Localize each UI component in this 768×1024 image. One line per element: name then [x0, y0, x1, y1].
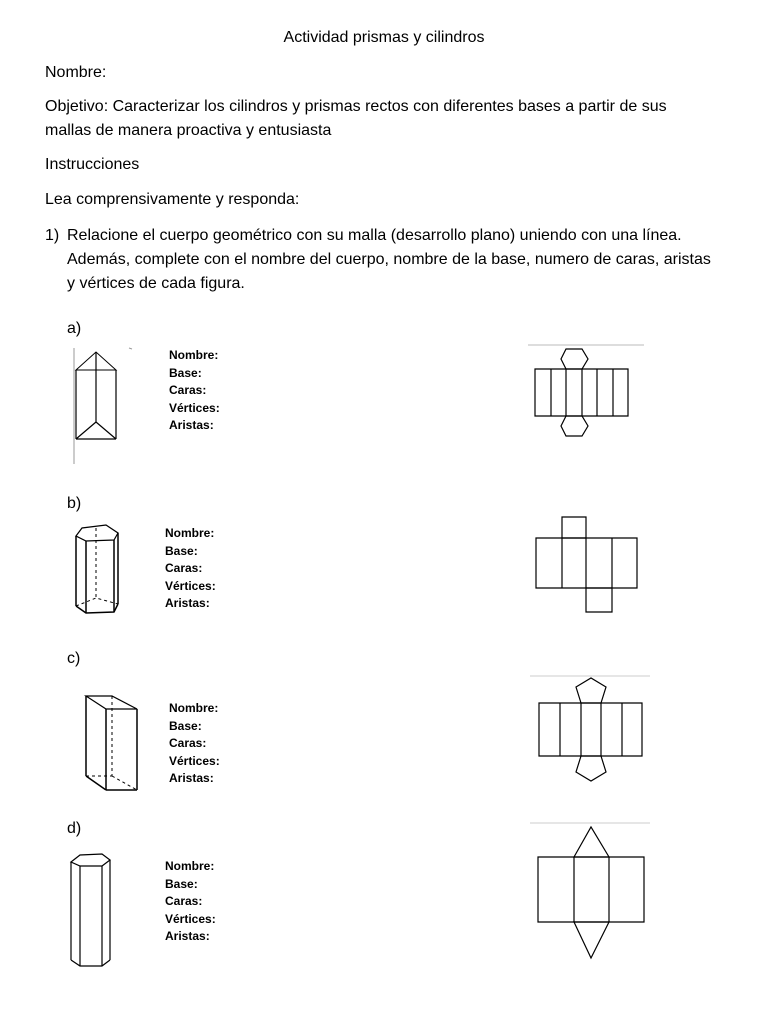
name-label: Nombre:	[45, 64, 107, 81]
field-base: Base:	[165, 543, 198, 558]
item-a-label: a)	[67, 320, 82, 337]
objective-line-2: mallas de manera proactiva y entusiasta	[45, 122, 332, 139]
field-base: Base:	[169, 718, 202, 733]
field-caras: Caras:	[165, 561, 203, 575]
question-number: 1)	[45, 227, 60, 244]
field-aristas: Aristas:	[169, 771, 214, 785]
field-caras: Caras:	[165, 894, 203, 908]
lead-text: Lea comprensivamente y responda:	[45, 191, 300, 208]
rectangular-prism-net-icon	[535, 516, 641, 614]
field-aristas: Aristas:	[169, 418, 214, 432]
pentagonal-prism-icon	[72, 524, 124, 616]
field-vertices: Vértices:	[169, 400, 220, 415]
field-vertices: Vértices:	[165, 578, 216, 593]
page-title: Actividad prismas y cilindros	[283, 29, 485, 46]
field-base: Base:	[165, 876, 198, 891]
triangular-prism-icon	[72, 348, 132, 466]
field-aristas: Aristas:	[165, 929, 210, 943]
instructions-heading: Instrucciones	[45, 156, 140, 173]
hexagonal-prism-net-icon	[528, 344, 644, 440]
item-d-fields	[165, 858, 216, 946]
pentagonal-prism-net-icon	[530, 675, 650, 787]
field-caras: Caras:	[169, 736, 207, 750]
field-aristas: Aristas:	[165, 596, 210, 610]
field-nombre: Nombre:	[169, 348, 219, 362]
field-nombre: Nombre:	[165, 526, 215, 540]
item-b-fields	[165, 525, 216, 613]
objective-line-1: Objetivo: Caracterizar los cilindros y prismas rectos con diferentes bases a partir de sus	[45, 98, 667, 115]
field-vertices: Vértices:	[169, 753, 220, 768]
field-nombre: Nombre:	[165, 859, 215, 873]
question-line-1: Relacione el cuerpo geométrico con su malla (desarrollo plano) uniendo con una línea.	[67, 227, 682, 244]
field-caras: Caras:	[169, 383, 207, 397]
question-line-3: y vértices de cada figura.	[67, 275, 245, 292]
field-vertices: Vértices:	[165, 911, 216, 926]
question-line-2: Además, complete con el nombre del cuerpo, nombre de la base, numero de caras, aristas	[67, 251, 711, 268]
field-nombre: Nombre:	[169, 701, 219, 715]
triangular-prism-net-icon	[530, 822, 650, 962]
item-c-fields	[169, 700, 220, 788]
rectangular-prism-icon	[82, 692, 142, 794]
item-b-label: b)	[67, 495, 82, 512]
question-1	[45, 224, 745, 296]
item-a-fields	[169, 347, 220, 435]
item-c-label: c)	[67, 650, 81, 667]
hexagonal-prism-icon	[68, 852, 114, 970]
item-d-label: d)	[67, 820, 82, 837]
field-base: Base:	[169, 365, 202, 380]
